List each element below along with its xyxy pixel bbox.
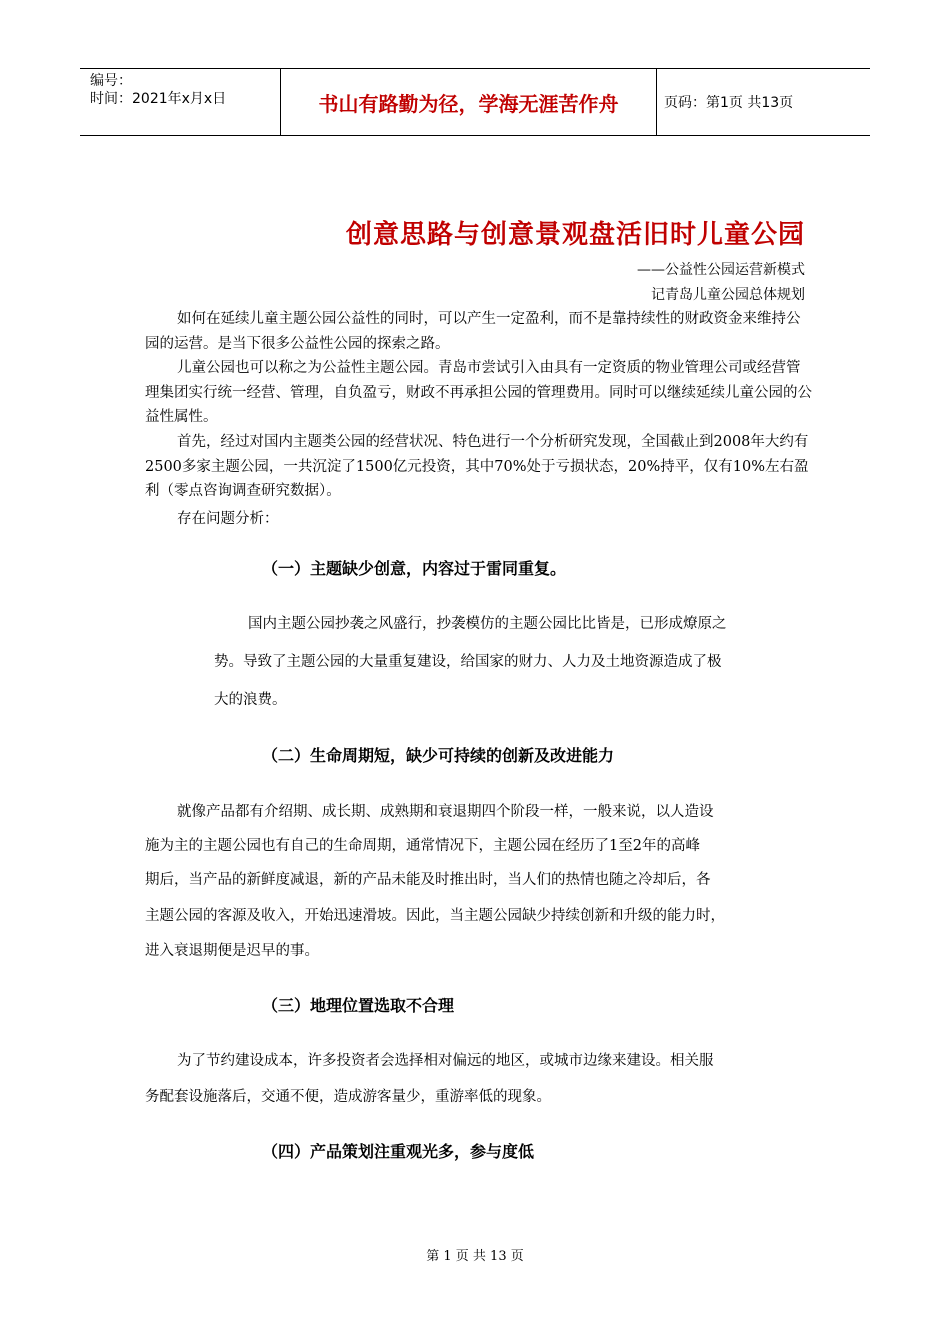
- section-2-heading: （二）生命周期短，缺少可持续的创新及改进能力: [262, 746, 615, 765]
- section-1-heading: （一）主题缺少创意，内容过于雷同重复。: [262, 559, 567, 578]
- document-title: 创意思路与创意景观盘活旧时儿童公园: [345, 220, 805, 250]
- header-meta: [80, 69, 281, 135]
- subtitle-1: ——公益性公园运营新模式: [637, 262, 805, 278]
- section-2-line: 就像产品都有介绍期、成长期、成熟期和衰退期四个阶段一样，一般来说，以人造设: [177, 804, 714, 820]
- header-motto: 书山有路勤为径，学海无涯苦作舟: [281, 69, 657, 135]
- section-3-line: 务配套设施落后，交通不便，造成游客量少，重游率低的现象。: [145, 1089, 551, 1105]
- section-3-heading: （三）地理位置选取不合理: [262, 996, 455, 1015]
- page-footer: 第 1 页 共 13 页: [426, 1249, 524, 1264]
- header-page-info: 页码：第1页 共13页: [664, 95, 794, 111]
- intro-paragraph-1: 如何在延续儿童主题公园公益性的同时，可以产生一定盈利，而不是靠持续性的财政资金来维持公园的运营。是当下很多公益性公园的探索之路。: [145, 311, 801, 352]
- number-label: 编号：: [90, 73, 132, 89]
- section-1-line: 国内主题公园抄袭之风盛行，抄袭模仿的主题公园比比皆是，已形成燎原之: [248, 616, 727, 632]
- date-label: 时间：2021年x月x日: [90, 91, 227, 107]
- intro-paragraph-2: 儿童公园也可以称之为公益性主题公园。青岛市尝试引入由具有一定资质的物业管理公司或经营管理集团实行统一经营、管理，自负盈亏，财政不再承担公园的管理费用。同时可以继续延续儿童公园的公益性属性。: [145, 360, 812, 425]
- intro-paragraph-3: 首先，经过对国内主题类公园的经营状况、特色进行一个分析研究发现，全国截止到2008年大约有2500多家主题公园，一共沉淀了1500亿元投资，其中70%处于亏损状态，20%持平，仅有10%左右盈利（零点咨询调查研究数据）。: [145, 434, 809, 499]
- subtitle-2: 记青岛儿童公园总体规划: [651, 287, 805, 303]
- section-2-line: 期后，当产品的新鲜度减退，新的产品未能及时推出时，当人们的热情也随之冷却后，各: [145, 872, 711, 888]
- section-3-line: 为了节约建设成本，许多投资者会选择相对偏远的地区，或城市边缘来建设。相关服: [177, 1053, 714, 1069]
- intro-paragraph-4: 存在问题分析：: [177, 511, 279, 527]
- section-4-heading: （四）产品策划注重观光多，参与度低: [262, 1142, 535, 1161]
- section-1-line: 势。导致了主题公园的大量重复建设，给国家的财力、人力及土地资源造成了极: [214, 654, 722, 670]
- section-2-line: 主题公园的客源及收入，开始迅速滑坡。因此，当主题公园缺少持续创新和升级的能力时，: [145, 908, 725, 924]
- section-2-line: 进入衰退期便是迟早的事。: [145, 943, 319, 959]
- section-2-line: 施为主的主题公园也有自己的生命周期，通常情况下，主题公园在经历了1至2年的高峰: [145, 838, 700, 854]
- page-header: [80, 68, 870, 136]
- section-1-line: 大的浪费。: [214, 692, 287, 708]
